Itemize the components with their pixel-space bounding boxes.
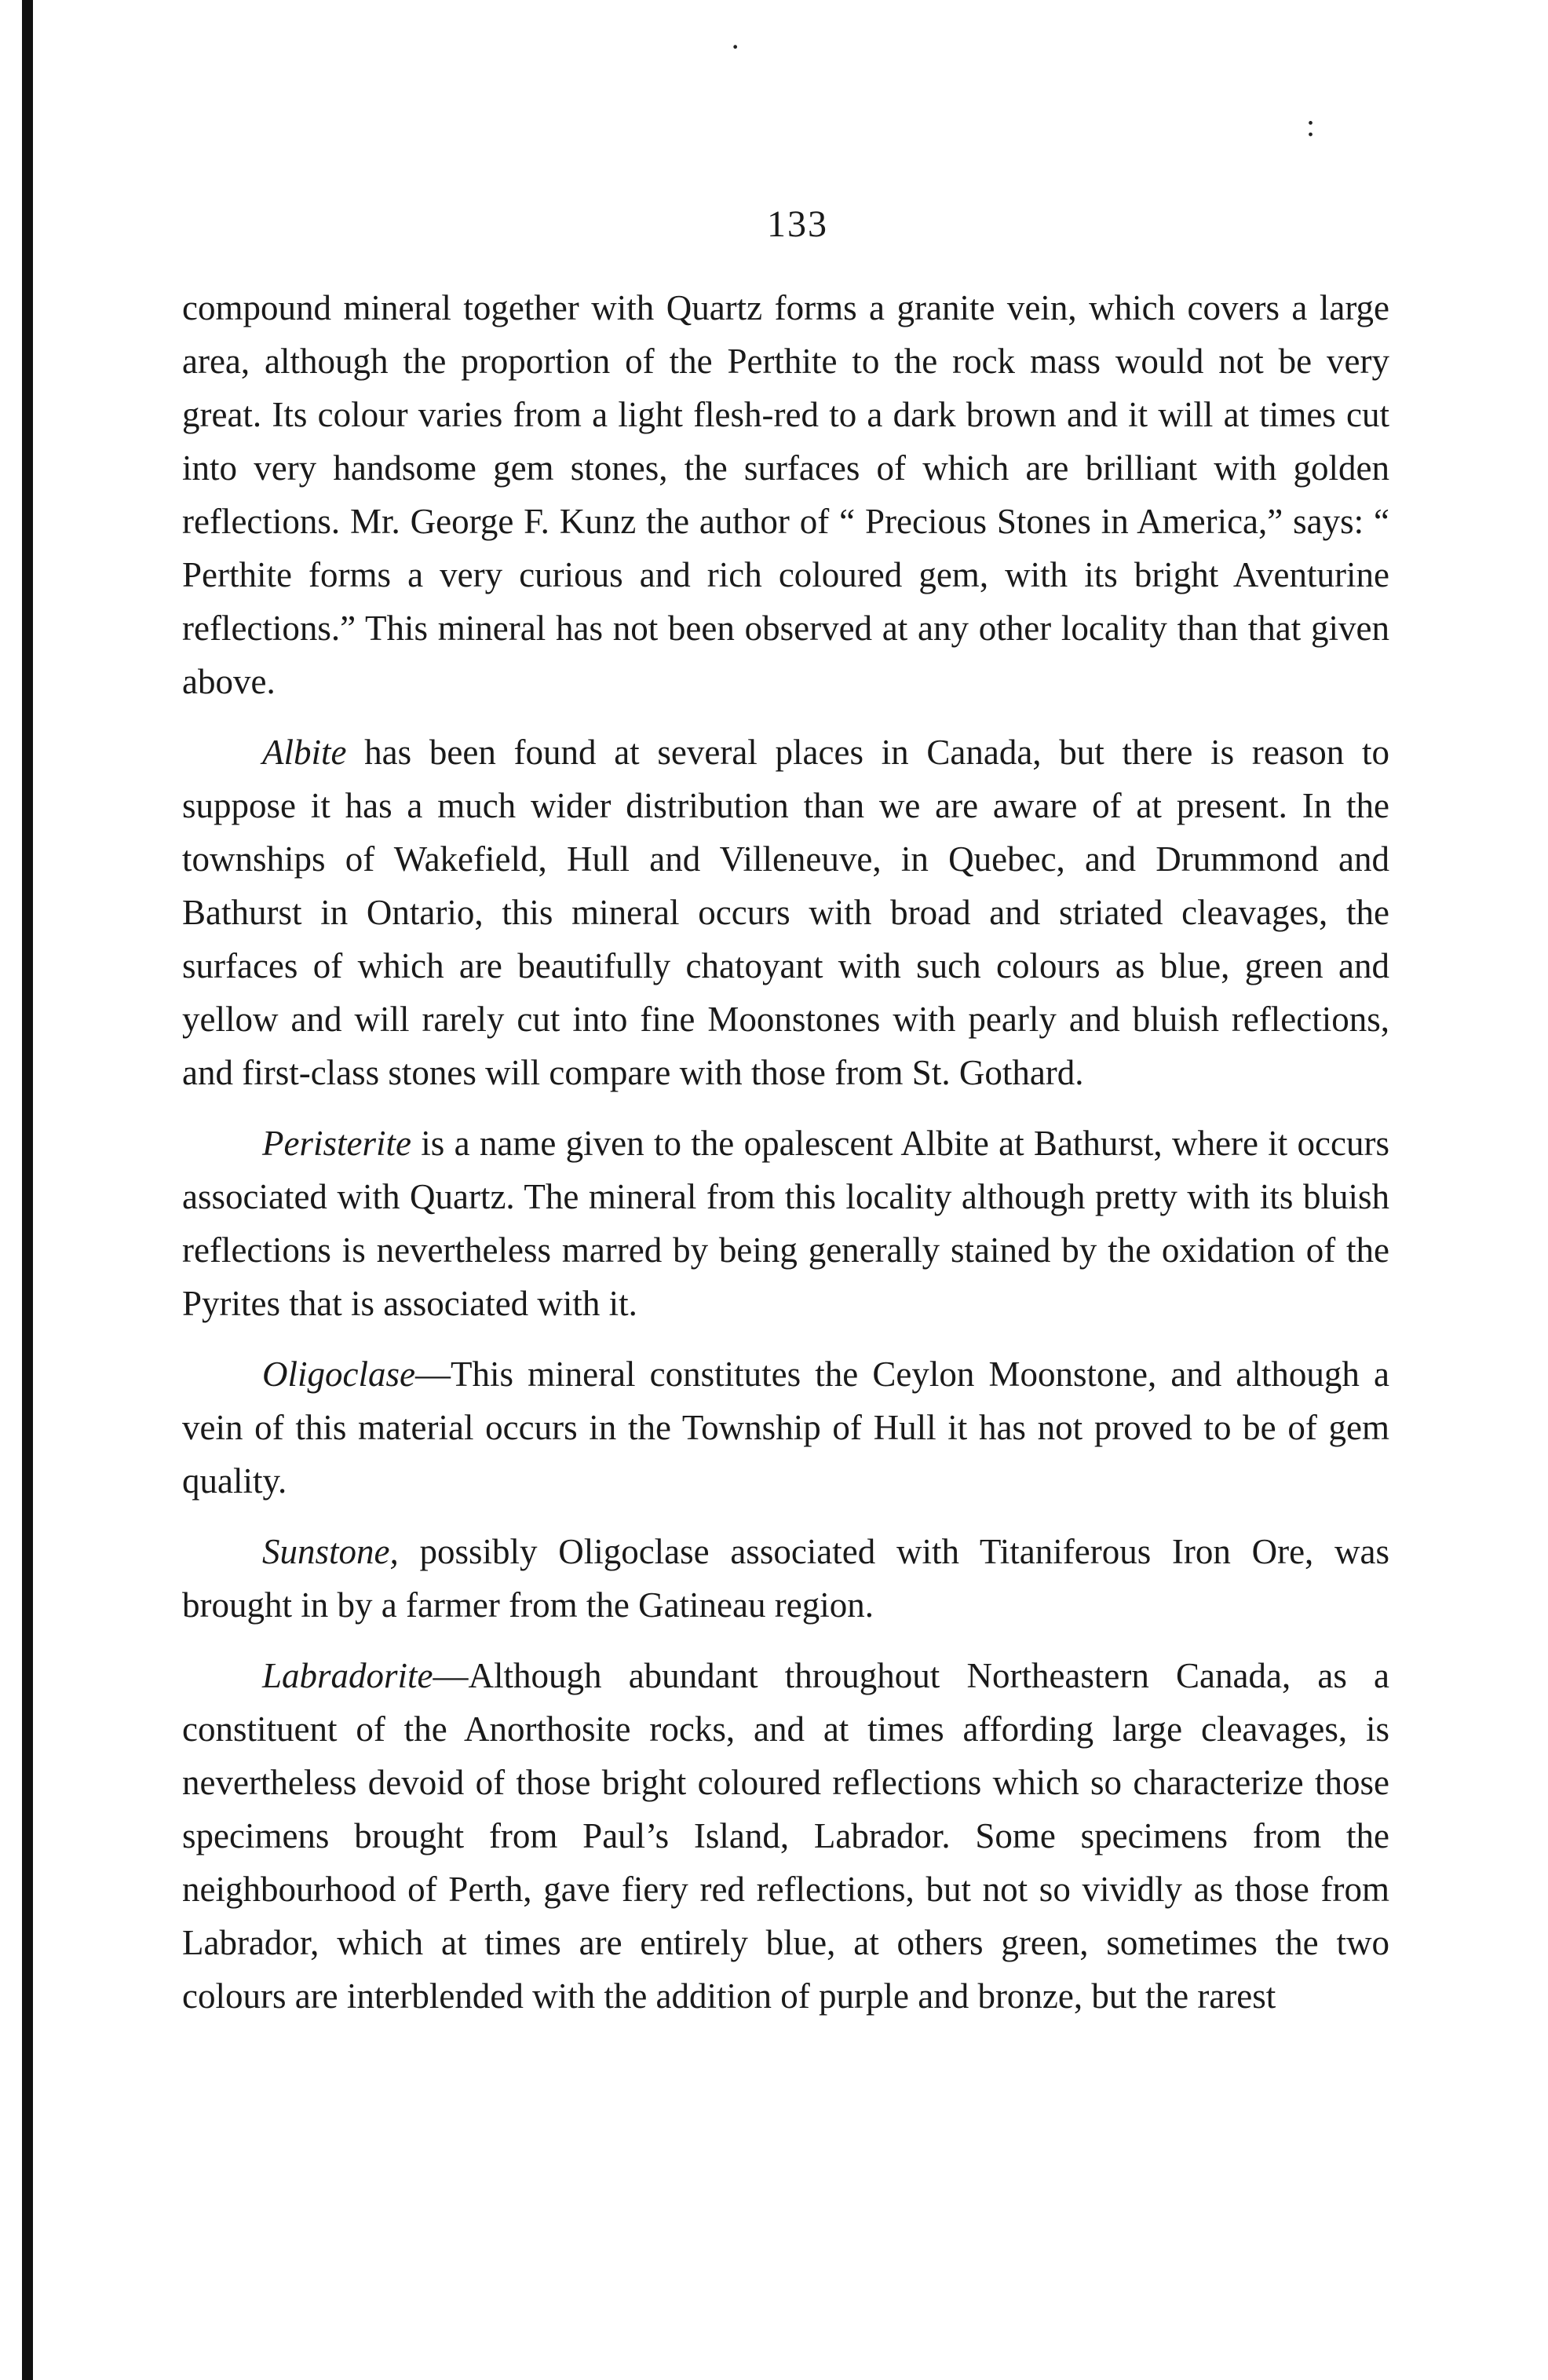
paragraph-lead-term: Labradorite [262,1656,433,1695]
scan-speck-right: : [1306,108,1316,143]
page-body [182,281,1389,2040]
paragraph-sunstone [182,1525,1389,1632]
paragraph-lead-term: Albite [262,733,347,772]
paragraph-albite [182,726,1389,1099]
paragraph-peristerite [182,1117,1389,1330]
paragraph-perthite-continued [182,281,1389,708]
paragraph-text: compound mineral together with Quartz forms a granite vein, which covers a large area, although the proportion of the Perthite to the rock mass would not be very great. Its colour varies from a light flesh-red to a dark brown and it will at times cut into very handsome gem stones, the surfaces of which are brilliant with golden reflections. Mr. George F. Kunz the author of “ Precious Stones in America,” says: “ Perthite forms a very curious and rich coloured gem, with its bright Aventurine reflections.” This mineral has not been observed at any other locality than that given above. [182,288,1389,701]
paragraph-lead-term: Sunstone, [262,1532,399,1571]
paragraph-text: is a name given to the opalescent Albite at Bathurst, where it occurs associated with Quartz. The mineral from this locality although pretty with its bluish reflections is nevertheless marred by being generally stained by the oxidation of the Pyrites that is associated with it. [182,1124,1389,1323]
paragraph-text: possibly Oligoclase associated with Titaniferous Iron Ore, was brought in by a farmer from the Gatineau region. [182,1532,1389,1625]
page-number: 133 [767,203,828,245]
scan-binding-edge [22,0,33,2380]
paragraph-text: has been found at several places in Canada, but there is reason to suppose it has a much wider distribution than we are aware of at present. In the townships of Wakefield, Hull and Villeneuve, in Quebec, and Drummond and Bathurst in Ontario, this mineral occurs with broad and striated cleavages, the surfaces of which are beautifully chatoyant with such colours as blue, green and yellow and will rarely cut into fine Moonstones with pearly and bluish reflections, and first-class stones will compare with those from St. Gothard. [182,733,1389,1092]
paragraph-lead-term: Oligoclase [262,1355,415,1394]
paragraph-oligoclase [182,1347,1389,1508]
scan-speck-top: · [730,29,741,64]
paragraph-labradorite [182,1649,1389,2023]
paragraph-lead-term: Peristerite [262,1124,411,1163]
paragraph-text: —Although abundant throughout Northeastern Canada, as a constituent of the Anorthosite rocks, and at times affording large cleavages, is nevertheless devoid of those bright coloured reflections which so characterize those specimens brought from Paul’s Island, Labrador. Some specimens from the neighbourhood of Perth, gave fiery red reflections, but not so vividly as those from Labrador, which at times are entirely blue, at others green, sometimes the two colours are interblended with the addition of purple and bronze, but the rarest [182,1656,1389,2016]
paragraph-text: —This mineral constitutes the Ceylon Moonstone, and although a vein of this material occurs in the Township of Hull it has not proved to be of gem quality. [182,1355,1389,1501]
